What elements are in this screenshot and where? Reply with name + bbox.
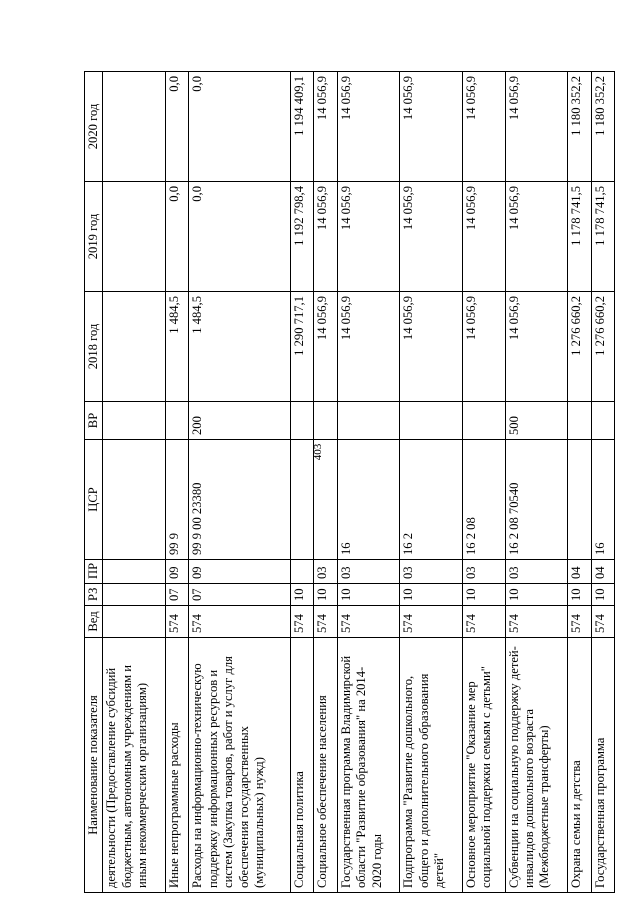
table-row [591,72,614,893]
row-vr [568,402,591,440]
row-rz: 10 [568,584,591,606]
row-2019: 1 178 741,5 [591,182,614,292]
row-2019: 14 056,9 [337,182,400,292]
row-ved: 574 [337,606,400,638]
header-rz: РЗ [85,584,103,606]
row-2020: 14 056,9 [400,72,463,182]
row-rz: 07 [189,584,291,606]
row-2018: 1 276 660,2 [568,292,591,402]
row-2018: 1 484,5 [189,292,291,402]
row-vr [103,402,166,440]
row-vr [165,402,188,440]
row-2020: 14 056,9 [337,72,400,182]
row-pr: 03 [337,560,400,584]
row-2018: 1 276 660,2 [591,292,614,402]
row-2018: 14 056,9 [337,292,400,402]
header-2019: 2019 год [85,182,103,292]
table-row [400,72,463,893]
header-csr: ЦСР [85,440,103,560]
row-2020: 14 056,9 [462,72,505,182]
row-rz [103,584,166,606]
row-2019: 0,0 [165,182,188,292]
row-csr: 16 2 [400,440,463,560]
table-row [505,72,568,893]
row-pr: 03 [400,560,463,584]
row-2018: 1 290 717,1 [290,292,313,402]
row-name: Социальное обеспечение населения [314,638,337,893]
row-csr: 99 9 00 23380 [189,440,291,560]
row-rz: 10 [400,584,463,606]
row-rz: 10 [591,584,614,606]
row-pr: 09 [189,560,291,584]
row-vr [337,402,400,440]
row-ved: 574 [189,606,291,638]
row-csr: 16 2 08 [462,440,505,560]
row-ved: 574 [165,606,188,638]
header-ved: Вед [85,606,103,638]
row-2020: 1 180 352,2 [568,72,591,182]
row-vr: 500 [505,402,568,440]
row-ved [103,606,166,638]
row-2019: 14 056,9 [505,182,568,292]
header-name: Наименование показателя [85,638,103,893]
row-2018: 14 056,9 [400,292,463,402]
row-2018: 14 056,9 [314,292,337,402]
header-2020: 2020 год [85,72,103,182]
row-2019: 14 056,9 [400,182,463,292]
row-2019: 0,0 [189,182,291,292]
row-ved: 574 [505,606,568,638]
table-row [103,72,166,893]
row-ved: 574 [462,606,505,638]
row-rz: 10 [290,584,313,606]
row-csr: 16 [337,440,400,560]
row-csr [568,440,591,560]
row-csr [290,440,313,560]
table-row [314,72,337,893]
row-2018 [103,292,166,402]
row-rz: 10 [505,584,568,606]
row-name: Иные непрограммные расходы [165,638,188,893]
budget-table [84,71,615,893]
row-name: Субвенции на социальную поддержку детей-инвалидов дошкольного возраста (Межбюджетные трансферты) [505,638,568,893]
row-2020: 0,0 [165,72,188,182]
table-row [462,72,505,893]
row-2019: 14 056,9 [314,182,337,292]
row-name: деятельности (Предоставление субсидий бюджетным, автономным учреждениям и иным некоммерческим организациям) [103,638,166,893]
row-2018: 14 056,9 [462,292,505,402]
row-2020: 1 180 352,2 [591,72,614,182]
table-row [290,72,313,893]
row-name: Охрана семьи и детства [568,638,591,893]
row-name: Подпрограмма "Развитие дошкольного, общего и дополнительного образования детей" [400,638,463,893]
row-pr: 03 [314,560,337,584]
header-pr: ПР [85,560,103,584]
row-pr [290,560,313,584]
row-vr [462,402,505,440]
page-number: 403 [311,443,324,461]
row-csr [311,440,337,560]
table-row [165,72,188,893]
row-ved: 574 [400,606,463,638]
row-pr: 03 [505,560,568,584]
row-2020: 1 194 409,1 [290,72,313,182]
row-2019: 1 178 741,5 [568,182,591,292]
row-ved: 574 [568,606,591,638]
row-vr [290,402,313,440]
row-2020 [103,72,166,182]
row-csr: 16 [591,440,614,560]
row-name: Расходы на информационно-техническую поддержку информационных ресурсов и систем (Закупка товаров, работ и услуг для обеспечения государственных (муниципальных) нужд) [189,638,291,893]
row-2020: 0,0 [189,72,291,182]
row-pr: 04 [568,560,591,584]
row-2020: 14 056,9 [505,72,568,182]
row-pr: 04 [591,560,614,584]
row-2019 [103,182,166,292]
table-row [337,72,400,893]
row-vr [314,402,337,440]
row-pr: 03 [462,560,505,584]
row-2018: 14 056,9 [505,292,568,402]
row-ved: 574 [591,606,614,638]
row-rz: 10 [314,584,337,606]
row-csr: 16 2 08 70540 [505,440,568,560]
header-row [85,72,103,893]
table-row [189,72,291,893]
row-csr [103,440,166,560]
table-body [103,72,615,893]
row-2019: 1 192 798,4 [290,182,313,292]
row-name: Основное мероприятие "Оказание мер социальной поддержки семьям с детьми" [462,638,505,893]
row-vr: 200 [189,402,291,440]
row-name: Государственная программа Владимирской области "Развитие образования" на 2014-2020 годы [337,638,400,893]
row-rz: 07 [165,584,188,606]
row-rz: 10 [337,584,400,606]
row-2019: 14 056,9 [462,182,505,292]
row-2020: 14 056,9 [314,72,337,182]
row-csr: 99 9 [165,440,188,560]
row-ved: 574 [290,606,313,638]
row-name: Социальная политика [290,638,313,893]
row-pr [103,560,166,584]
row-vr [591,402,614,440]
row-ved: 574 [314,606,337,638]
row-vr [400,402,463,440]
table-row [568,72,591,893]
rotated-table-wrapper [84,71,615,893]
header-vr: ВР [85,402,103,440]
row-pr: 09 [165,560,188,584]
row-name: Государственная программа [591,638,614,893]
row-rz: 10 [462,584,505,606]
header-2018: 2018 год [85,292,103,402]
row-2018: 1 484,5 [165,292,188,402]
